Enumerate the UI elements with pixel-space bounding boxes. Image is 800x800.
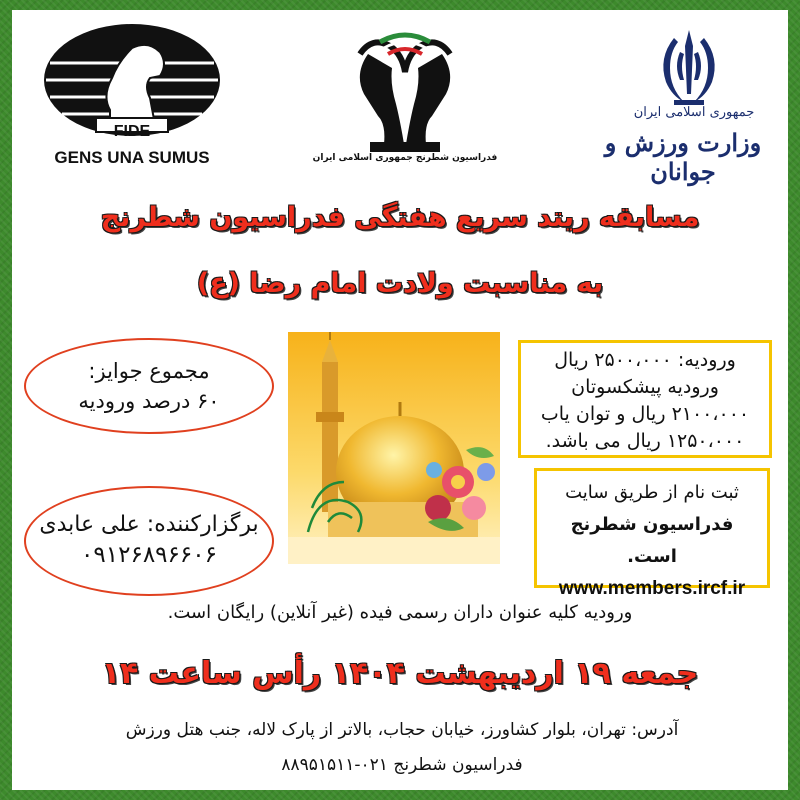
organizer-phone: ۰۹۱۲۶۸۹۶۶۰۶ [81, 542, 217, 568]
poster [12, 10, 788, 790]
headline-occasion: به مناسبت ولادت امام رضا (ع) [196, 268, 604, 299]
address-phone-line: فدراسیون شطرنج ۰۲۱-۸۸۹۵۱۵۱۱ [281, 755, 523, 775]
fee-line-4: ۱۲۵۰،۰۰۰ ریال می باشد. [545, 430, 745, 452]
registration-url-link[interactable]: www.members.ircf.ir [558, 578, 746, 599]
entry-fee-box [518, 340, 772, 458]
event-date: جمعه ۱۹ اردیبهشت ۱۴۰۴ رأس ساعت ۱۴ [101, 656, 699, 691]
fide-motto: GENS UNA SUMUS [54, 148, 210, 167]
registration-line-1: ثبت نام از طریق سایت [565, 482, 739, 503]
organizer-name: برگزارکننده: علی عابدی [39, 512, 259, 537]
ministry-country: جمهوری اسلامی ایران [633, 105, 755, 120]
organizer-oval [24, 486, 274, 596]
prize-label: مجموع جوایز: [88, 359, 210, 383]
fee-line-3: ۲۱۰۰،۰۰۰ ریال و توان یاب [540, 403, 750, 425]
headline-title: مسابقه ریتد سریع هفتگی فدراسیون شطرنج [100, 202, 700, 233]
prize-value: ۶۰ درصد ورودیه [78, 389, 220, 413]
address-line: آدرس: تهران، بلوار کشاورز، خیابان حجاب، بالاتر از پارک لاله، جنب هتل ورزش [125, 720, 679, 740]
ministry-name: وزارت ورزش و جوانان [604, 128, 762, 186]
fee-line-2: ورودیه پیشکسوتان [571, 376, 719, 398]
fee-line-1: ورودیه: ۲۵۰۰،۰۰۰ ریال [554, 349, 736, 371]
registration-line-2: فدراسیون شطرنج است. [570, 514, 734, 567]
chess-federation-logo-icon [330, 24, 480, 159]
prize-oval [24, 338, 274, 434]
free-entry-notice: ورودیه کلیه عنوان داران رسمی فیده (غیر آنلاین) رایگان است. [167, 602, 633, 623]
shrine-image [288, 332, 500, 564]
registration-box [534, 468, 770, 599]
fide-wordmark: FIDE [113, 123, 151, 140]
iran-emblem-icon [644, 24, 734, 114]
federation-caption: فدراسیون شطرنج جمهوری اسلامی ایران [312, 153, 498, 163]
